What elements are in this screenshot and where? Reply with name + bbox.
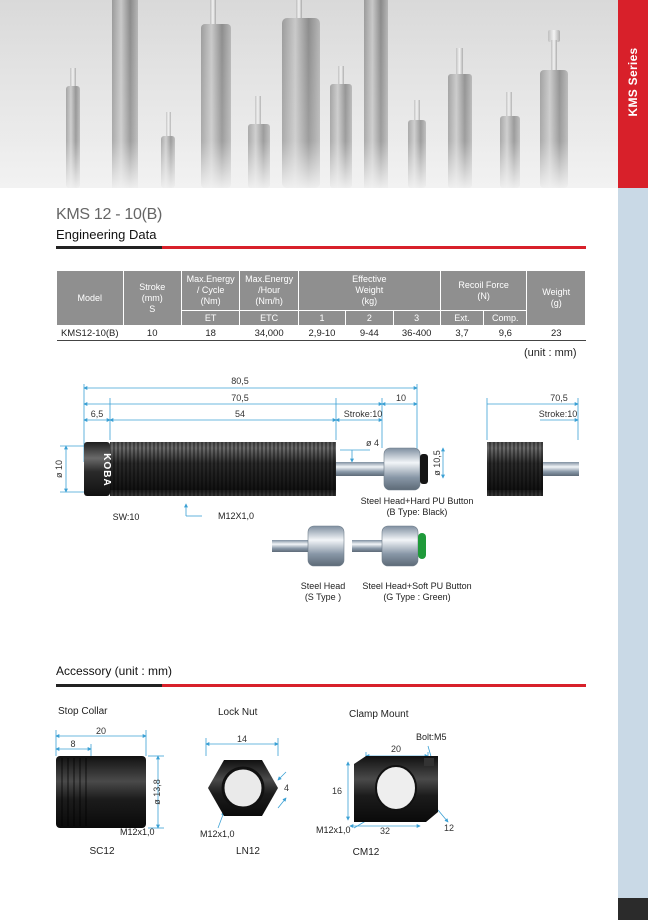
page-title: KMS 12 - 10(B) [56,206,163,223]
dim-phi-10: ø 10 [54,459,64,479]
cell-energy-cycle: 18 [181,326,239,341]
cell-weight: 23 [527,326,586,341]
th-cycle-symbol: ET [181,311,239,326]
piston-rod [336,462,388,476]
cm-dim-12: 12 [444,823,455,833]
dim-6-5: 6,5 [90,409,104,419]
cell-eff-3: 36-400 [393,326,440,341]
cm-dim-16: 16 [332,786,343,796]
dim-ten: 10 [395,393,407,403]
dim-54: 54 [234,409,246,419]
steel-head [384,448,420,490]
accessory-title: Accessory (unit : mm) [56,664,173,678]
lock-nut-name: Lock Nut [218,707,258,718]
label-sw: SW:10 [112,512,140,522]
cell-recoil-ext: 3,7 [440,326,483,341]
sc-thread: M12x1,0 [120,827,155,837]
label-g-type-1: Steel Head+Soft PU Button [362,581,472,591]
cm-bolt: Bolt:M5 [416,732,447,742]
th-eff-2: 2 [346,311,393,326]
label-g-type-2: (G Type : Green) [383,592,451,602]
cm-dim-20: 20 [390,744,402,754]
cell-recoil-comp: 9,6 [484,326,527,341]
right-piston-rod [543,462,579,476]
label-s-type-2: (S Type ) [304,592,342,602]
th-effective-weight: Effective Weight (kg) [298,271,440,311]
brand-label: KOBA [101,453,112,487]
stop-collar-name: Stop Collar [58,706,108,717]
section-rule [56,246,586,249]
cm-thread: M12x1,0 [316,825,351,835]
s-type-rod [272,540,312,552]
th-model: Model [57,271,124,326]
g-type-rod [352,540,386,552]
ln-dim-14: 14 [236,734,248,744]
soft-pu-green-button [418,533,426,559]
th-hour-symbol: ETC [240,311,298,326]
label-s-type-1: Steel Head [300,581,346,591]
th-recoil-ext: Ext. [440,311,483,326]
th-recoil-force: Recoil Force (N) [440,271,527,311]
th-energy-cycle: Max.Energy / Cycle (Nm) [181,271,239,311]
s-type-head [308,526,344,566]
ln-thread: M12x1,0 [200,829,235,839]
cell-model: KMS12-10(B) [57,326,124,341]
dim-phi-4: ø 4 [366,438,380,448]
dim-stroke: Stroke:10 [343,409,383,419]
table-row [57,326,586,341]
sc-code: SC12 [89,846,115,857]
label-thread: M12X1,0 [217,511,255,521]
sc-dim-phi: ø 13,8 [152,779,162,805]
accessory-rule [56,684,586,687]
sc-dim-8: 8 [70,739,76,749]
cm-code: CM12 [352,847,380,858]
dim-phi-10-5: ø 10,5 [432,450,442,476]
cell-eff-2: 9-44 [346,326,393,341]
stop-collar-part [56,756,146,828]
series-side-tab [618,0,648,188]
unit-label: (unit : mm) [524,347,577,359]
threaded-body [110,442,336,496]
engineering-data-table [56,270,586,341]
cm-dim-32: 32 [379,826,391,836]
th-recoil-comp: Comp. [484,311,527,326]
side-dark-bar [618,898,648,920]
right-dim-body: 70,5 [550,393,568,403]
series-side-label: KMS Series [626,47,640,117]
cell-stroke: 10 [123,326,181,341]
page-subtitle: Engineering Data [56,227,157,242]
clamp-mount-part [354,756,438,822]
cell-energy-hour: 34,000 [240,326,298,341]
dim-total: 80,5 [231,376,249,386]
cell-eff-1: 2,9-10 [298,326,345,341]
sc-dim-20: 20 [95,726,107,736]
g-type-head [382,526,418,566]
th-stroke: Stroke (mm) S [123,271,181,326]
label-b-type-1: Steel Head+Hard PU Button [360,496,474,506]
clamp-mount-name: Clamp Mount [349,709,409,720]
technical-drawing [40,370,600,610]
right-threaded-body [487,442,543,496]
hero-product-photo [0,0,618,188]
th-energy-hour: Max.Energy /Hour (Nm/h) [240,271,298,311]
th-eff-3: 3 [393,311,440,326]
right-dim-stroke: Stroke:10 [538,409,578,419]
ln-code: LN12 [236,846,260,857]
hard-pu-button [420,454,428,484]
ln-dim-4: 4 [284,783,290,793]
accessory-drawings [40,700,490,865]
th-eff-1: 1 [298,311,345,326]
th-weight: Weight (g) [527,271,586,326]
dim-body: 70,5 [231,393,249,403]
label-b-type-2: (B Type: Black) [386,507,448,517]
shock-absorbers-illustration [0,0,618,188]
side-blue-bar [618,188,648,920]
lock-nut-part [208,760,278,816]
